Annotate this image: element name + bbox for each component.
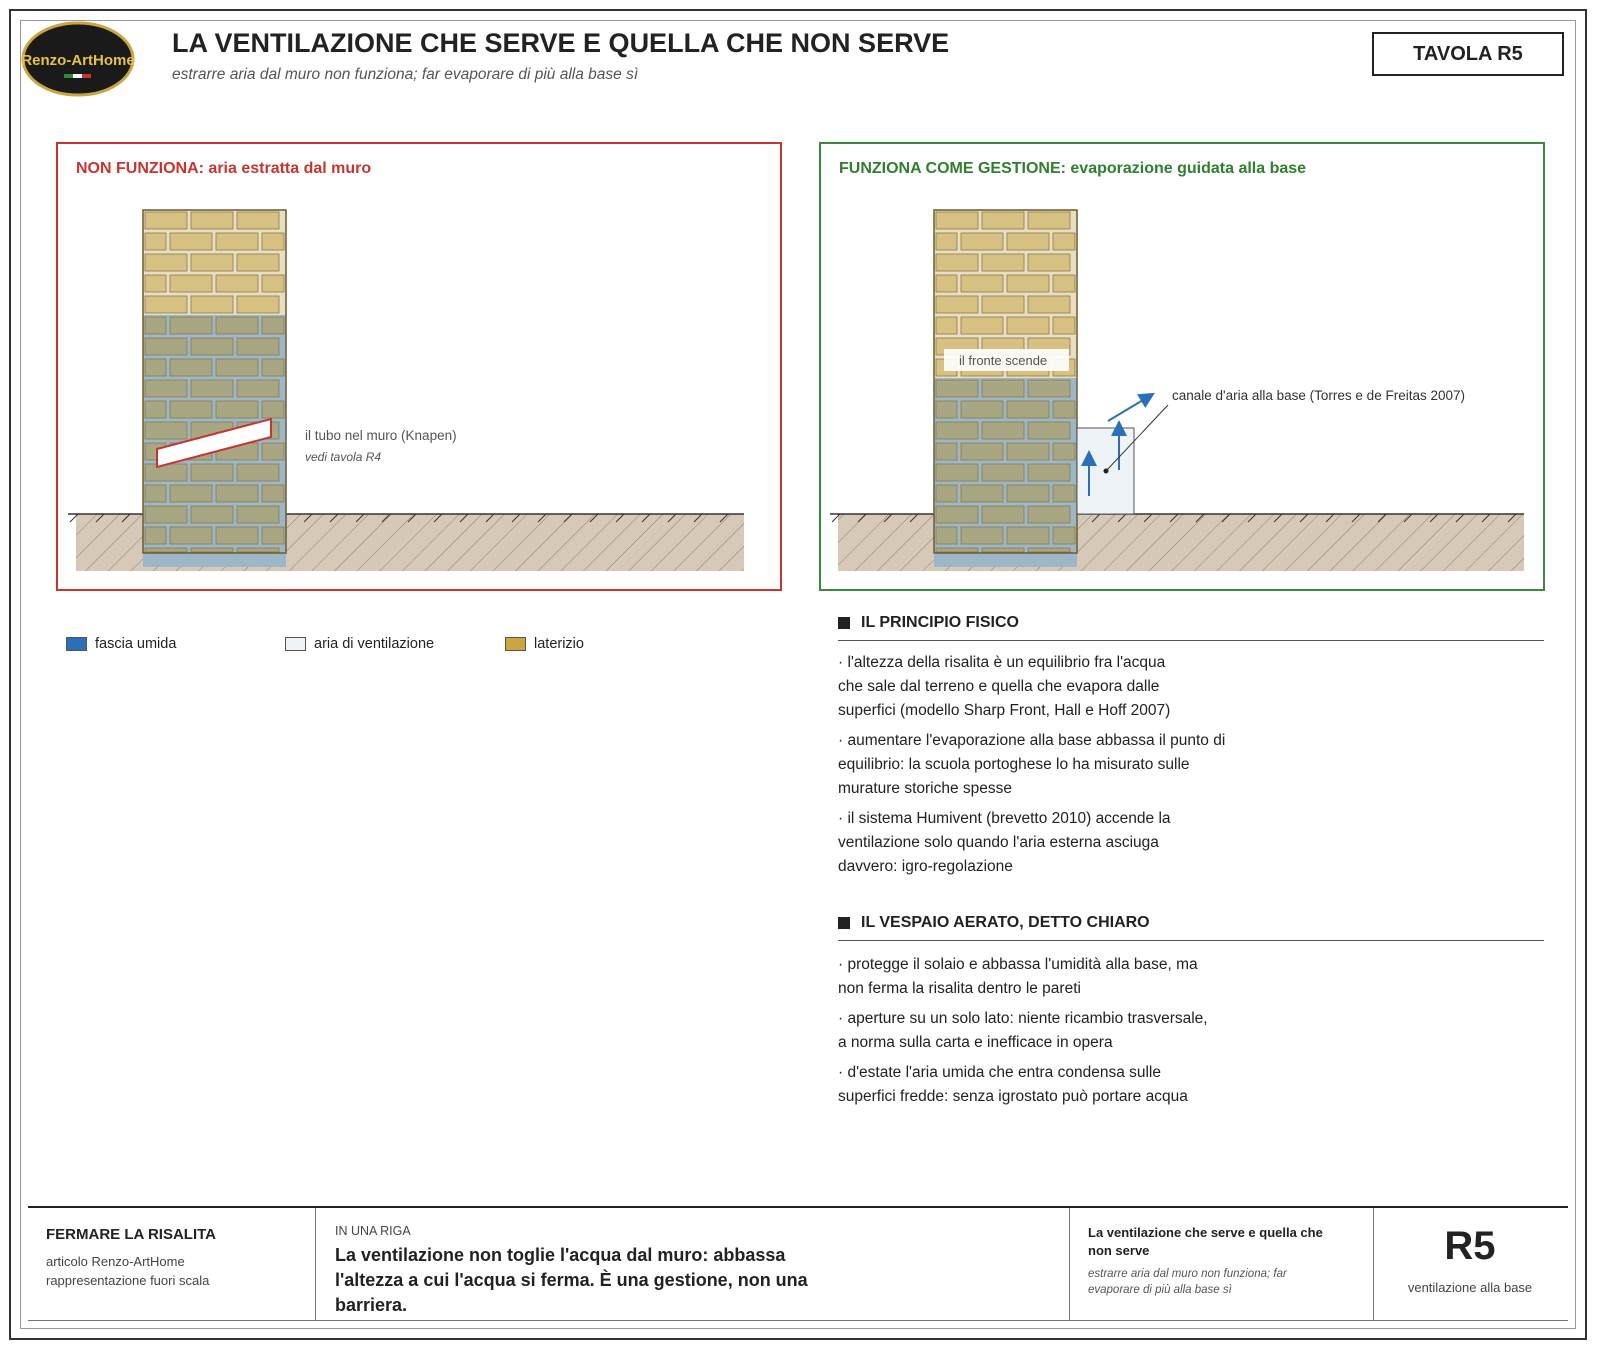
footer-divider bbox=[1069, 1208, 1070, 1320]
footer-rule-top bbox=[28, 1206, 1568, 1208]
footer-series-title: FERMARE LA RISALITA bbox=[46, 1226, 216, 1243]
footer-rule-bottom bbox=[28, 1320, 1568, 1321]
section-marker bbox=[838, 917, 850, 929]
footer-plate-title: La ventilazione che serve e quella che non serve bbox=[1088, 1225, 1323, 1258]
footer-series-line2: rappresentazione fuori scala bbox=[46, 1273, 210, 1288]
panel-left-title: NON FUNZIONA: aria estratta dal muro bbox=[76, 160, 372, 177]
footer-oneline-text: La ventilazione non toglie l'acqua dal muro: abbassa l'altezza a cui l'acqua si ferma. È una gestione, non una barriera. bbox=[335, 1245, 808, 1315]
footer-plate-code-sub: ventilazione alla base bbox=[1407, 1280, 1533, 1295]
footer-plate-code: R5 bbox=[1444, 1224, 1496, 1268]
section-title-principle: IL PRINCIPIO FISICO bbox=[861, 614, 1019, 631]
pipe-callout-note: vedi tavola R4 bbox=[305, 450, 382, 464]
legend-label-air: aria di ventilazione bbox=[314, 636, 435, 652]
section-title-vespaio: IL VESPAIO AERATO, DETTO CHIARO bbox=[861, 914, 1150, 931]
legend-label-brick: laterizio bbox=[534, 636, 584, 652]
right-wall bbox=[934, 210, 1077, 567]
section-marker bbox=[838, 617, 850, 629]
bullet-vespaio-2: · aperture su un solo lato: niente ricambio trasversale, a norma sulla carta e inefficace in opera bbox=[838, 1010, 1208, 1051]
page-subtitle: estrarre aria dal muro non funziona; far evaporare di più alla base sì bbox=[172, 66, 639, 83]
footer-plate-subtitle: estrarre aria dal muro non funziona; far evaporare di più alla base sì bbox=[1088, 1268, 1287, 1296]
pipe-callout: il tubo nel muro (Knapen) bbox=[305, 428, 457, 443]
legend-label-wet: fascia umida bbox=[95, 636, 177, 652]
legend-swatch-air bbox=[285, 637, 306, 651]
bullet-vespaio-3: · d'estate l'aria umida che entra condensa sulle superfici fredde: senza igrostato può portare acqua bbox=[838, 1064, 1188, 1105]
air-arrow-out bbox=[1108, 397, 1148, 421]
bullet-vespaio-1: · protegge il solaio e abbassa l'umidità alla base, ma non ferma la risalita dentro le pareti bbox=[838, 956, 1198, 997]
bullet-principle-3: · il sistema Humivent (brevetto 2010) accende la ventilazione solo quando l'aria esterna asciuga davvero: igro-regolazione bbox=[838, 810, 1171, 875]
channel-callout: canale d'aria alla base (Torres e de Freitas 2007) bbox=[1172, 388, 1465, 403]
section-rule bbox=[838, 640, 1544, 641]
legend-swatch-brick bbox=[505, 637, 526, 651]
footer-series-info bbox=[46, 1252, 209, 1290]
page-title: LA VENTILAZIONE CHE SERVE E QUELLA CHE NON SERVE bbox=[172, 28, 950, 58]
footer-divider bbox=[315, 1208, 316, 1320]
section-rule bbox=[838, 940, 1544, 941]
footer-oneline-label: IN UNA RIGA bbox=[335, 1224, 411, 1238]
legend-swatch-wet bbox=[66, 637, 87, 651]
footer-series-line1: articolo Renzo-ArtHome bbox=[46, 1254, 185, 1269]
left-wall bbox=[143, 210, 286, 567]
front-label: il fronte scende bbox=[959, 353, 1048, 368]
bullet-principle-1: · l'altezza della risalita è un equilibrio fra l'acqua che sale dal terreno e quella che evapora dalle superfici (modello Sharp Front, Hall e Hoff 2007) bbox=[838, 654, 1171, 719]
logo-text: Renzo-ArtHome bbox=[21, 52, 135, 69]
panel-right-title: FUNZIONA COME GESTIONE: evaporazione guidata alla base bbox=[839, 160, 1307, 177]
channel-leader-dot bbox=[1104, 469, 1109, 474]
plate-label: TAVOLA R5 bbox=[1372, 32, 1564, 76]
bullet-principle-2: · aumentare l'evaporazione alla base abbassa il punto di equilibrio: la scuola portoghese lo ha misurato sulle murature storiche spesse bbox=[838, 732, 1226, 797]
